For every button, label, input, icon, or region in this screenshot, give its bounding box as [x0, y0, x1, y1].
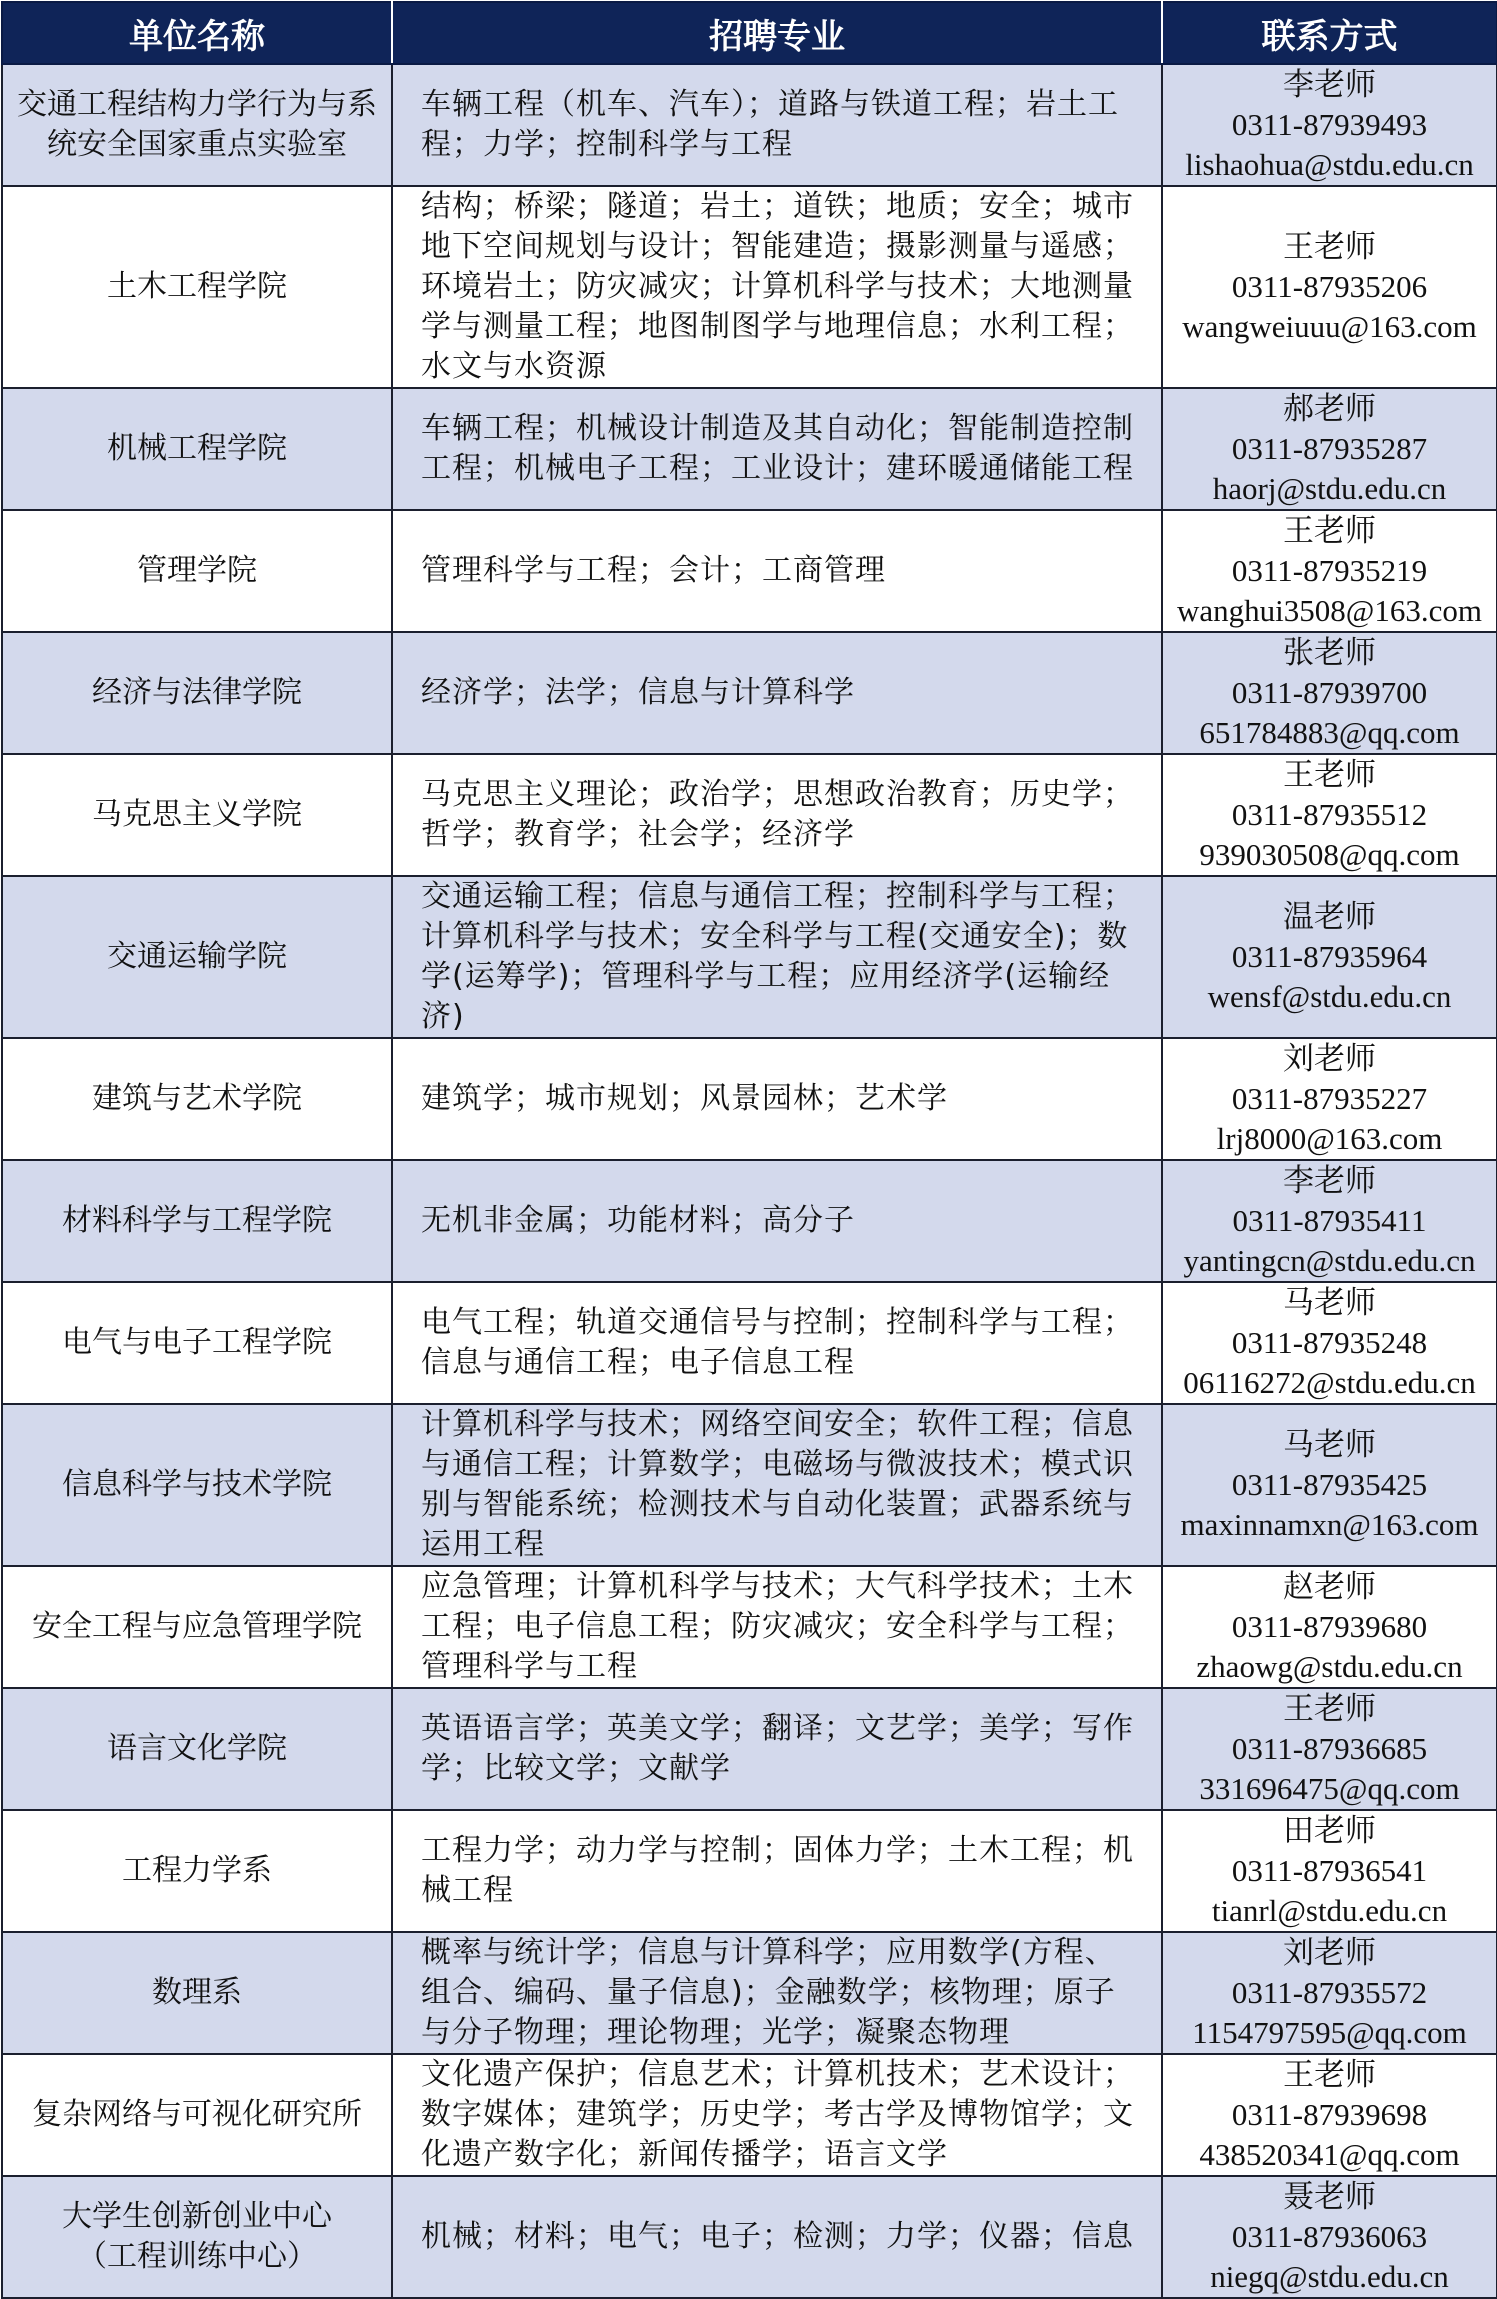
- contact-cell: [1162, 64, 1497, 186]
- table-row: [2, 754, 1497, 876]
- contact-phone: 0311-87935425: [1231, 1467, 1428, 1502]
- recruit-major-cell: 交通运输工程；信息与通信工程；控制科学与工程；计算机科学与技术；安全科学与工程(交通安全)；数学(运筹学)；管理科学与工程；应用经济学(运输经济): [392, 876, 1162, 1038]
- header-unit: 单位名称: [2, 2, 392, 64]
- contact-teacher: 田老师: [1283, 1813, 1376, 1849]
- contact-teacher: 温老师: [1283, 899, 1376, 935]
- contact-email: wanghui3508@163.com: [1177, 593, 1482, 628]
- unit-name-cell: [2, 1160, 392, 1282]
- contact-teacher: 王老师: [1283, 757, 1376, 793]
- recruit-major-cell: 车辆工程（机车、汽车）；道路与铁道工程；岩土工程；力学；控制科学与工程: [392, 64, 1162, 186]
- contact-cell: [1162, 388, 1497, 510]
- contact-phone: 0311-87939698: [1231, 2097, 1428, 2132]
- unit-name-cell: [2, 186, 392, 388]
- contact-cell: [1162, 1160, 1497, 1282]
- unit-name-cell: [2, 876, 392, 1038]
- table-row: [2, 632, 1497, 754]
- contact-teacher: 马老师: [1283, 1427, 1376, 1463]
- contact-teacher: 郝老师: [1283, 391, 1376, 427]
- unit-name-cell: [2, 2054, 392, 2176]
- contact-cell: [1162, 1810, 1497, 1932]
- contact-teacher: 刘老师: [1283, 1935, 1376, 1971]
- unit-name-line: 大学生创新创业中心: [62, 2199, 332, 2234]
- unit-name: 电气与电子工程学院: [62, 1325, 332, 1360]
- contact-phone: 0311-87935964: [1231, 939, 1428, 974]
- contact-teacher: 王老师: [1283, 1691, 1376, 1727]
- contact-cell: [1162, 1688, 1497, 1810]
- contact-teacher: 王老师: [1283, 513, 1376, 549]
- unit-name-cell: [2, 1688, 392, 1810]
- table-row: [2, 1038, 1497, 1160]
- unit-name: 机械工程学院: [107, 431, 287, 466]
- table-body: [2, 64, 1497, 2298]
- contact-phone: 0311-87935227: [1231, 1081, 1428, 1116]
- contact-teacher: 李老师: [1283, 1163, 1376, 1199]
- unit-name-line: （工程训练中心）: [77, 2239, 317, 2274]
- contact-email: haorj@stdu.edu.cn: [1212, 471, 1447, 506]
- unit-name-cell: [2, 388, 392, 510]
- recruit-major-cell: 马克思主义理论；政治学；思想政治教育；历史学；哲学；教育学；社会学；经济学: [392, 754, 1162, 876]
- table-row: [2, 1810, 1497, 1932]
- unit-name: 信息科学与技术学院: [62, 1467, 332, 1502]
- table-row: [2, 1160, 1497, 1282]
- contact-phone: 0311-87936063: [1231, 2219, 1428, 2254]
- unit-name-cell: [2, 64, 392, 186]
- unit-name: 马克思主义学院: [92, 797, 302, 832]
- recruitment-table-container: [1, 1, 1496, 2299]
- recruit-major-cell: 经济学；法学；信息与计算科学: [392, 632, 1162, 754]
- unit-name: 安全工程与应急管理学院: [32, 1609, 362, 1644]
- contact-email: 331696475@qq.com: [1199, 1771, 1460, 1806]
- contact-cell: [1162, 1282, 1497, 1404]
- contact-cell: [1162, 2054, 1497, 2176]
- recruit-major-cell: 电气工程；轨道交通信号与控制；控制科学与工程；信息与通信工程；电子信息工程: [392, 1282, 1162, 1404]
- recruit-major-cell: 无机非金属；功能材料；高分子: [392, 1160, 1162, 1282]
- contact-cell: [1162, 876, 1497, 1038]
- recruitment-table: [1, 1, 1497, 2299]
- contact-email: tianrl@stdu.edu.cn: [1211, 1893, 1448, 1928]
- table-row: [2, 1932, 1497, 2054]
- header-contact: 联系方式: [1162, 2, 1497, 64]
- contact-phone: 0311-87935206: [1231, 269, 1428, 304]
- contact-email: lishaohua@stdu.edu.cn: [1185, 147, 1474, 182]
- unit-name: 数理系: [152, 1975, 242, 2010]
- unit-name: 经济与法律学院: [92, 675, 302, 710]
- recruit-major-cell: 车辆工程；机械设计制造及其自动化；智能制造控制工程；机械电子工程；工业设计；建环暖通储能工程: [392, 388, 1162, 510]
- unit-name: 建筑与艺术学院: [92, 1081, 302, 1116]
- contact-phone: 0311-87935572: [1231, 1975, 1428, 2010]
- table-header-row: [2, 2, 1497, 64]
- recruit-major-cell: 文化遗产保护；信息艺术；计算机技术；艺术设计；数字媒体；建筑学；历史学；考古学及博物馆学；文化遗产数字化；新闻传播学；语言文学: [392, 2054, 1162, 2176]
- contact-phone: 0311-87936541: [1231, 1853, 1428, 1888]
- contact-phone: 0311-87935512: [1231, 797, 1428, 832]
- contact-email: 939030508@qq.com: [1199, 837, 1460, 872]
- unit-name-cell: [2, 1404, 392, 1566]
- contact-email: 1154797595@qq.com: [1192, 2015, 1467, 2050]
- unit-name: 交通工程结构力学行为与系统安全国家重点实验室: [17, 87, 377, 162]
- recruit-major-cell: 计算机科学与技术；网络空间安全；软件工程；信息与通信工程；计算数学；电磁场与微波技术；模式识别与智能系统；检测技术与自动化装置；武器系统与运用工程: [392, 1404, 1162, 1566]
- contact-cell: [1162, 1932, 1497, 2054]
- table-row: [2, 388, 1497, 510]
- contact-cell: [1162, 754, 1497, 876]
- contact-phone: 0311-87935287: [1231, 431, 1428, 466]
- contact-cell: [1162, 186, 1497, 388]
- contact-teacher: 王老师: [1283, 2057, 1376, 2093]
- unit-name-cell: [2, 754, 392, 876]
- unit-name-cell: [2, 1566, 392, 1688]
- recruit-major-cell: 建筑学；城市规划；风景园林；艺术学: [392, 1038, 1162, 1160]
- unit-name: 语言文化学院: [107, 1731, 287, 1766]
- contact-cell: [1162, 510, 1497, 632]
- unit-name: 复杂网络与可视化研究所: [32, 2097, 362, 2132]
- table-row: [2, 2176, 1497, 2298]
- contact-phone: 0311-87935248: [1231, 1325, 1428, 1360]
- contact-phone: 0311-87939680: [1231, 1609, 1428, 1644]
- contact-cell: [1162, 2176, 1497, 2298]
- contact-teacher: 张老师: [1283, 635, 1376, 671]
- table-row: [2, 1688, 1497, 1810]
- recruit-major-cell: 结构；桥梁；隧道；岩土；道铁；地质；安全；城市地下空间规划与设计；智能建造；摄影测量与遥感；环境岩土；防灾减灾；计算机科学与技术；大地测量学与测量工程；地图制图学与地理信息；水利工程；水文与水资源: [392, 186, 1162, 388]
- unit-name-cell: [2, 1810, 392, 1932]
- contact-teacher: 刘老师: [1283, 1041, 1376, 1077]
- contact-cell: [1162, 1566, 1497, 1688]
- recruit-major-cell: 工程力学；动力学与控制；固体力学；土木工程；机械工程: [392, 1810, 1162, 1932]
- contact-cell: [1162, 1038, 1497, 1160]
- contact-email: 06116272@stdu.edu.cn: [1183, 1365, 1476, 1400]
- table-row: [2, 186, 1497, 388]
- recruit-major-cell: 机械；材料；电气；电子；检测；力学；仪器；信息: [392, 2176, 1162, 2298]
- contact-email: wensf@stdu.edu.cn: [1207, 979, 1452, 1014]
- contact-cell: [1162, 632, 1497, 754]
- unit-name-cell: [2, 1038, 392, 1160]
- unit-name: 管理学院: [137, 553, 257, 588]
- contact-email: niegq@stdu.edu.cn: [1210, 2259, 1449, 2294]
- unit-name-cell: [2, 1932, 392, 2054]
- table-row: [2, 1404, 1497, 1566]
- contact-phone: 0311-87939493: [1231, 107, 1428, 142]
- contact-email: yantingcn@stdu.edu.cn: [1183, 1243, 1476, 1278]
- contact-phone: 0311-87939700: [1231, 675, 1428, 710]
- contact-phone: 0311-87935219: [1231, 553, 1428, 588]
- unit-name-cell: [2, 1282, 392, 1404]
- unit-name: 材料科学与工程学院: [62, 1203, 332, 1238]
- contact-phone: 0311-87935411: [1232, 1203, 1427, 1238]
- contact-teacher: 马老师: [1283, 1285, 1376, 1321]
- unit-name-cell: [2, 632, 392, 754]
- header-major: 招聘专业: [392, 2, 1162, 64]
- contact-email: zhaowg@stdu.edu.cn: [1196, 1649, 1463, 1684]
- unit-name-cell: [2, 2176, 392, 2298]
- contact-teacher: 王老师: [1283, 229, 1376, 265]
- table-row: [2, 1566, 1497, 1688]
- contact-email: 438520341@qq.com: [1199, 2137, 1460, 2172]
- contact-teacher: 聂老师: [1283, 2179, 1376, 2215]
- contact-phone: 0311-87936685: [1231, 1731, 1428, 1766]
- recruit-major-cell: 管理科学与工程；会计；工商管理: [392, 510, 1162, 632]
- table-row: [2, 1282, 1497, 1404]
- contact-teacher: 赵老师: [1283, 1569, 1376, 1605]
- table-row: [2, 2054, 1497, 2176]
- table-row: [2, 64, 1497, 186]
- contact-email: maxinnamxn@163.com: [1180, 1507, 1479, 1542]
- contact-teacher: 李老师: [1283, 67, 1376, 103]
- contact-cell: [1162, 1404, 1497, 1566]
- recruit-major-cell: 应急管理；计算机科学与技术；大气科学技术；土木工程；电子信息工程；防灾减灾；安全科学与工程；管理科学与工程: [392, 1566, 1162, 1688]
- unit-name: 交通运输学院: [107, 939, 287, 974]
- contact-email: wangweiuuu@163.com: [1182, 309, 1477, 344]
- unit-name: 工程力学系: [122, 1853, 272, 1888]
- table-row: [2, 510, 1497, 632]
- unit-name: 土木工程学院: [107, 269, 287, 304]
- unit-name-cell: [2, 510, 392, 632]
- contact-email: 651784883@qq.com: [1199, 715, 1460, 750]
- table-row: [2, 876, 1497, 1038]
- recruit-major-cell: 英语语言学；英美文学；翻译；文艺学；美学；写作学；比较文学；文献学: [392, 1688, 1162, 1810]
- recruit-major-cell: 概率与统计学；信息与计算科学；应用数学(方程、组合、编码、量子信息)；金融数学；核物理；原子与分子物理；理论物理；光学；凝聚态物理: [392, 1932, 1162, 2054]
- contact-email: lrj8000@163.com: [1216, 1121, 1443, 1156]
